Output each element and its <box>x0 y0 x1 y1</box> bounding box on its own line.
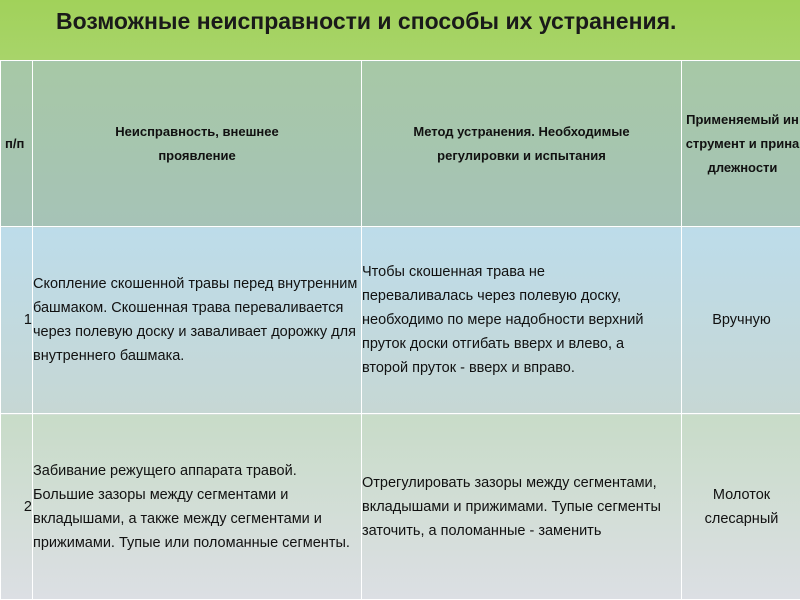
row-number: 1 <box>1 227 33 414</box>
method-cell: Чтобы скошенная трава не переваливалась через полевую доску, необходимо по мере надобности верхний пруток доски отгибать вверх и влево, а второй пруток - вверх и вправо. <box>362 227 682 414</box>
header-tool: Применяемый инструмент и принадлежности <box>682 61 800 227</box>
header-fault: Неисправность, внешнее проявление <box>33 61 362 227</box>
header-method: Метод устранения. Необходимые регулировки и испытания <box>362 61 682 227</box>
table-header-row <box>1 61 800 227</box>
tool-cell: Молоток слесарный <box>682 414 800 600</box>
slide-title: Возможные неисправности и способы их устранения. <box>56 8 677 34</box>
row-number: 2 <box>1 414 33 600</box>
tool-cell: Вручную <box>682 227 800 414</box>
table-row <box>1 227 800 414</box>
title-bar <box>0 0 800 60</box>
fault-cell: Скопление скошенной травы перед внутренним башмаком. Скошенная трава переваливается через полевую доску и заваливает дорожку для внутреннего башмака. <box>33 227 362 414</box>
faults-table <box>0 60 800 600</box>
header-number: п/п <box>1 61 33 227</box>
method-cell: Отрегулировать зазоры между сегментами, вкладышами и прижимами. Тупые сегменты заточить, а поломанные - заменить <box>362 414 682 600</box>
table-row <box>1 414 800 600</box>
fault-cell: Забивание режущего аппарата травой. Большие зазоры между сегментами и вкладышами, а также между сегментами и прижимами. Тупые или поломанные сегменты. <box>33 414 362 600</box>
